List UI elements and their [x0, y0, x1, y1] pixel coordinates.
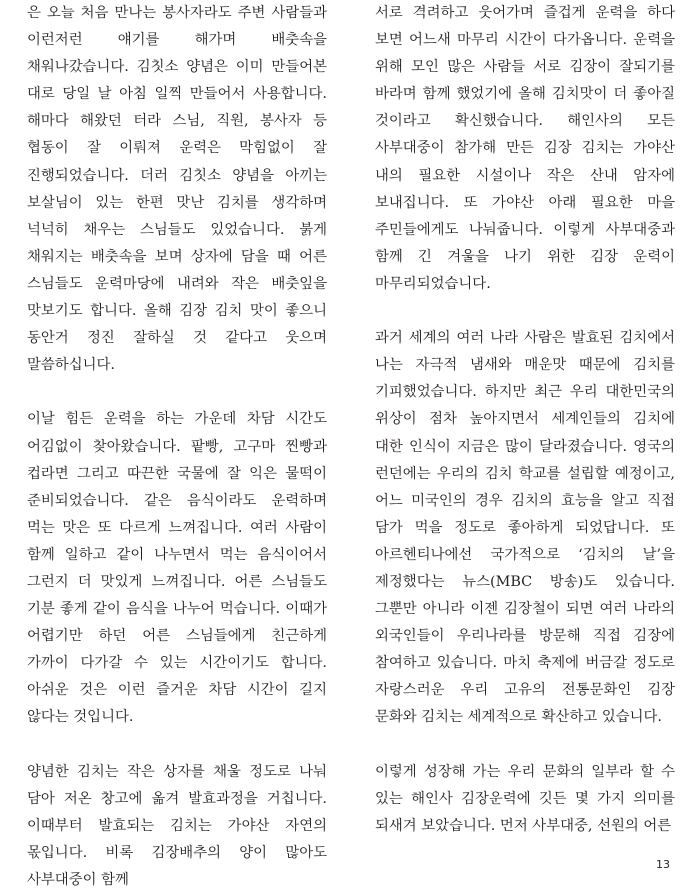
- left-paragraph-3: 양념한 김치는 작은 상자를 채울 정도로 나눠 담아 저온 창고에 옮겨 발효과정을 거칩니다. 이때부터 발효되는 김치는 가야산 자연의 몫입니다. 비록 김장배추의 양이 많아도 사부대중이 함께: [27, 763, 327, 888]
- left-text-column: [27, 0, 327, 894]
- left-paragraph-1: 은 오늘 처음 만나는 봉사자라도 주변 사람들과 이런저런 얘기를 해가며 배춧속을 채워나갔습니다. 김칫소 양념은 이미 만들어본 대로 당일 날 아침 일찍 만들어서 사용합니다. 해마다 해왔던 터라 스님, 직원, 봉사자 등 협동이 잘 이뤄져 운력은 막힘없이 잘 진행되었습니다. 더러 김칫소 양념을 아끼는 보살님이 있는 한편 맛난 김치를 생각하며 넉넉히 채우는 스님들도 있었습니다. 붉게 채워지는 배춧속을 보며 상자에 담을 때 어른 스님들도 운력마당에 내려와 작은 배춧잎을 맛보기도 합니다. 올해 김장 김치 맛이 좋으니 동안거 정진 잘하실 것 같다고 웃으며 말씀하십니다.: [27, 5, 327, 374]
- paragraph-gap: [27, 732, 327, 759]
- paragraph-gap: [375, 732, 675, 759]
- page-number: 13: [656, 858, 670, 871]
- paragraph-gap: [27, 379, 327, 406]
- left-paragraph-2: 이날 힘든 운력을 하는 가운데 차담 시간도 어김없이 찾아왔습니다. 팥빵, 고구마 찐빵과 컵라면 그리고 따끈한 국물에 잘 익은 물떡이 준비되었습니다. 같은 음식이라도 운력하며 먹는 맛은 또 다르게 느껴집니다. 여러 사람이 함께 일하고 같이 나누면서 먹는 음식이어서 그런지 더 맛있게 느껴집니다. 어른 스님들도 기분 좋게 같이 음식을 나누어 먹습니다. 이때가 어렵기만 하던 어른 스님들에게 친근하게 가까이 다가갈 수 있는 시간이기도 합니다. 아쉬운 것은 이런 즐거운 차담 시간이 길지 않다는 것입니다.: [27, 411, 327, 726]
- right-paragraph-1: 서로 격려하고 웃어가며 즐겁게 운력을 하다 보면 어느새 마무리 시간이 다가옵니다. 운력을 위해 모인 많은 사람들 서로 김장이 잘되기를 바라며 함께 했었기에 올해 김치맛이 더 좋아질 것이라고 확신했습니다. 해인사의 모든 사부대중이 참가해 만든 김장 김치는 가야산 내의 필요한 시설이나 작은 산내 암자에 보내집니다. 또 가야산 아래 필요한 마을 주민들에게도 나눠줍니다. 이렇게 사부대중과 함께 긴 겨울을 나기 위한 김장 운력이 마무리되었습니다.: [375, 5, 675, 292]
- right-paragraph-3: 이렇게 성장해 가는 우리 문화의 일부라 할 수 있는 해인사 김장운력에 깃든 몇 가지 의미를 되새겨 보았습니다. 먼저 사부대중, 선원의 어른: [375, 763, 675, 834]
- right-paragraph-2: 과거 세계의 여러 나라 사람은 발효된 김치에서 나는 자극적 냄새와 매운맛 때문에 김치를 기피했었습니다. 하지만 최근 우리 대한민국의 위상이 점차 높아지면서 세계인들의 김치에 대한 인식이 지금은 많이 달라졌습니다. 영국의 런던에는 우리의 김치 학교를 설립할 예정이고, 어느 미국인의 경우 김치의 효능을 알고 직접 담가 먹을 정도로 좋아하게 되었답니다. 또 아르헨티나에선 국가적으로 ‘김치의 날’을 제정했다는 뉴스(MBC 방송)도 있습니다. 그뿐만 아니라 이젠 김장철이 되면 여러 나라의 외국인들이 우리나라를 방문해 직접 김장에 참여하고 있습니다. 마치 축제에 버금갈 정도로 자랑스러운 우리 고유의 전통문화인 김장 문화와 김치는 세계적으로 확산하고 있습니다.: [375, 330, 675, 726]
- paragraph-gap: [375, 298, 675, 325]
- right-text-column: [375, 0, 675, 840]
